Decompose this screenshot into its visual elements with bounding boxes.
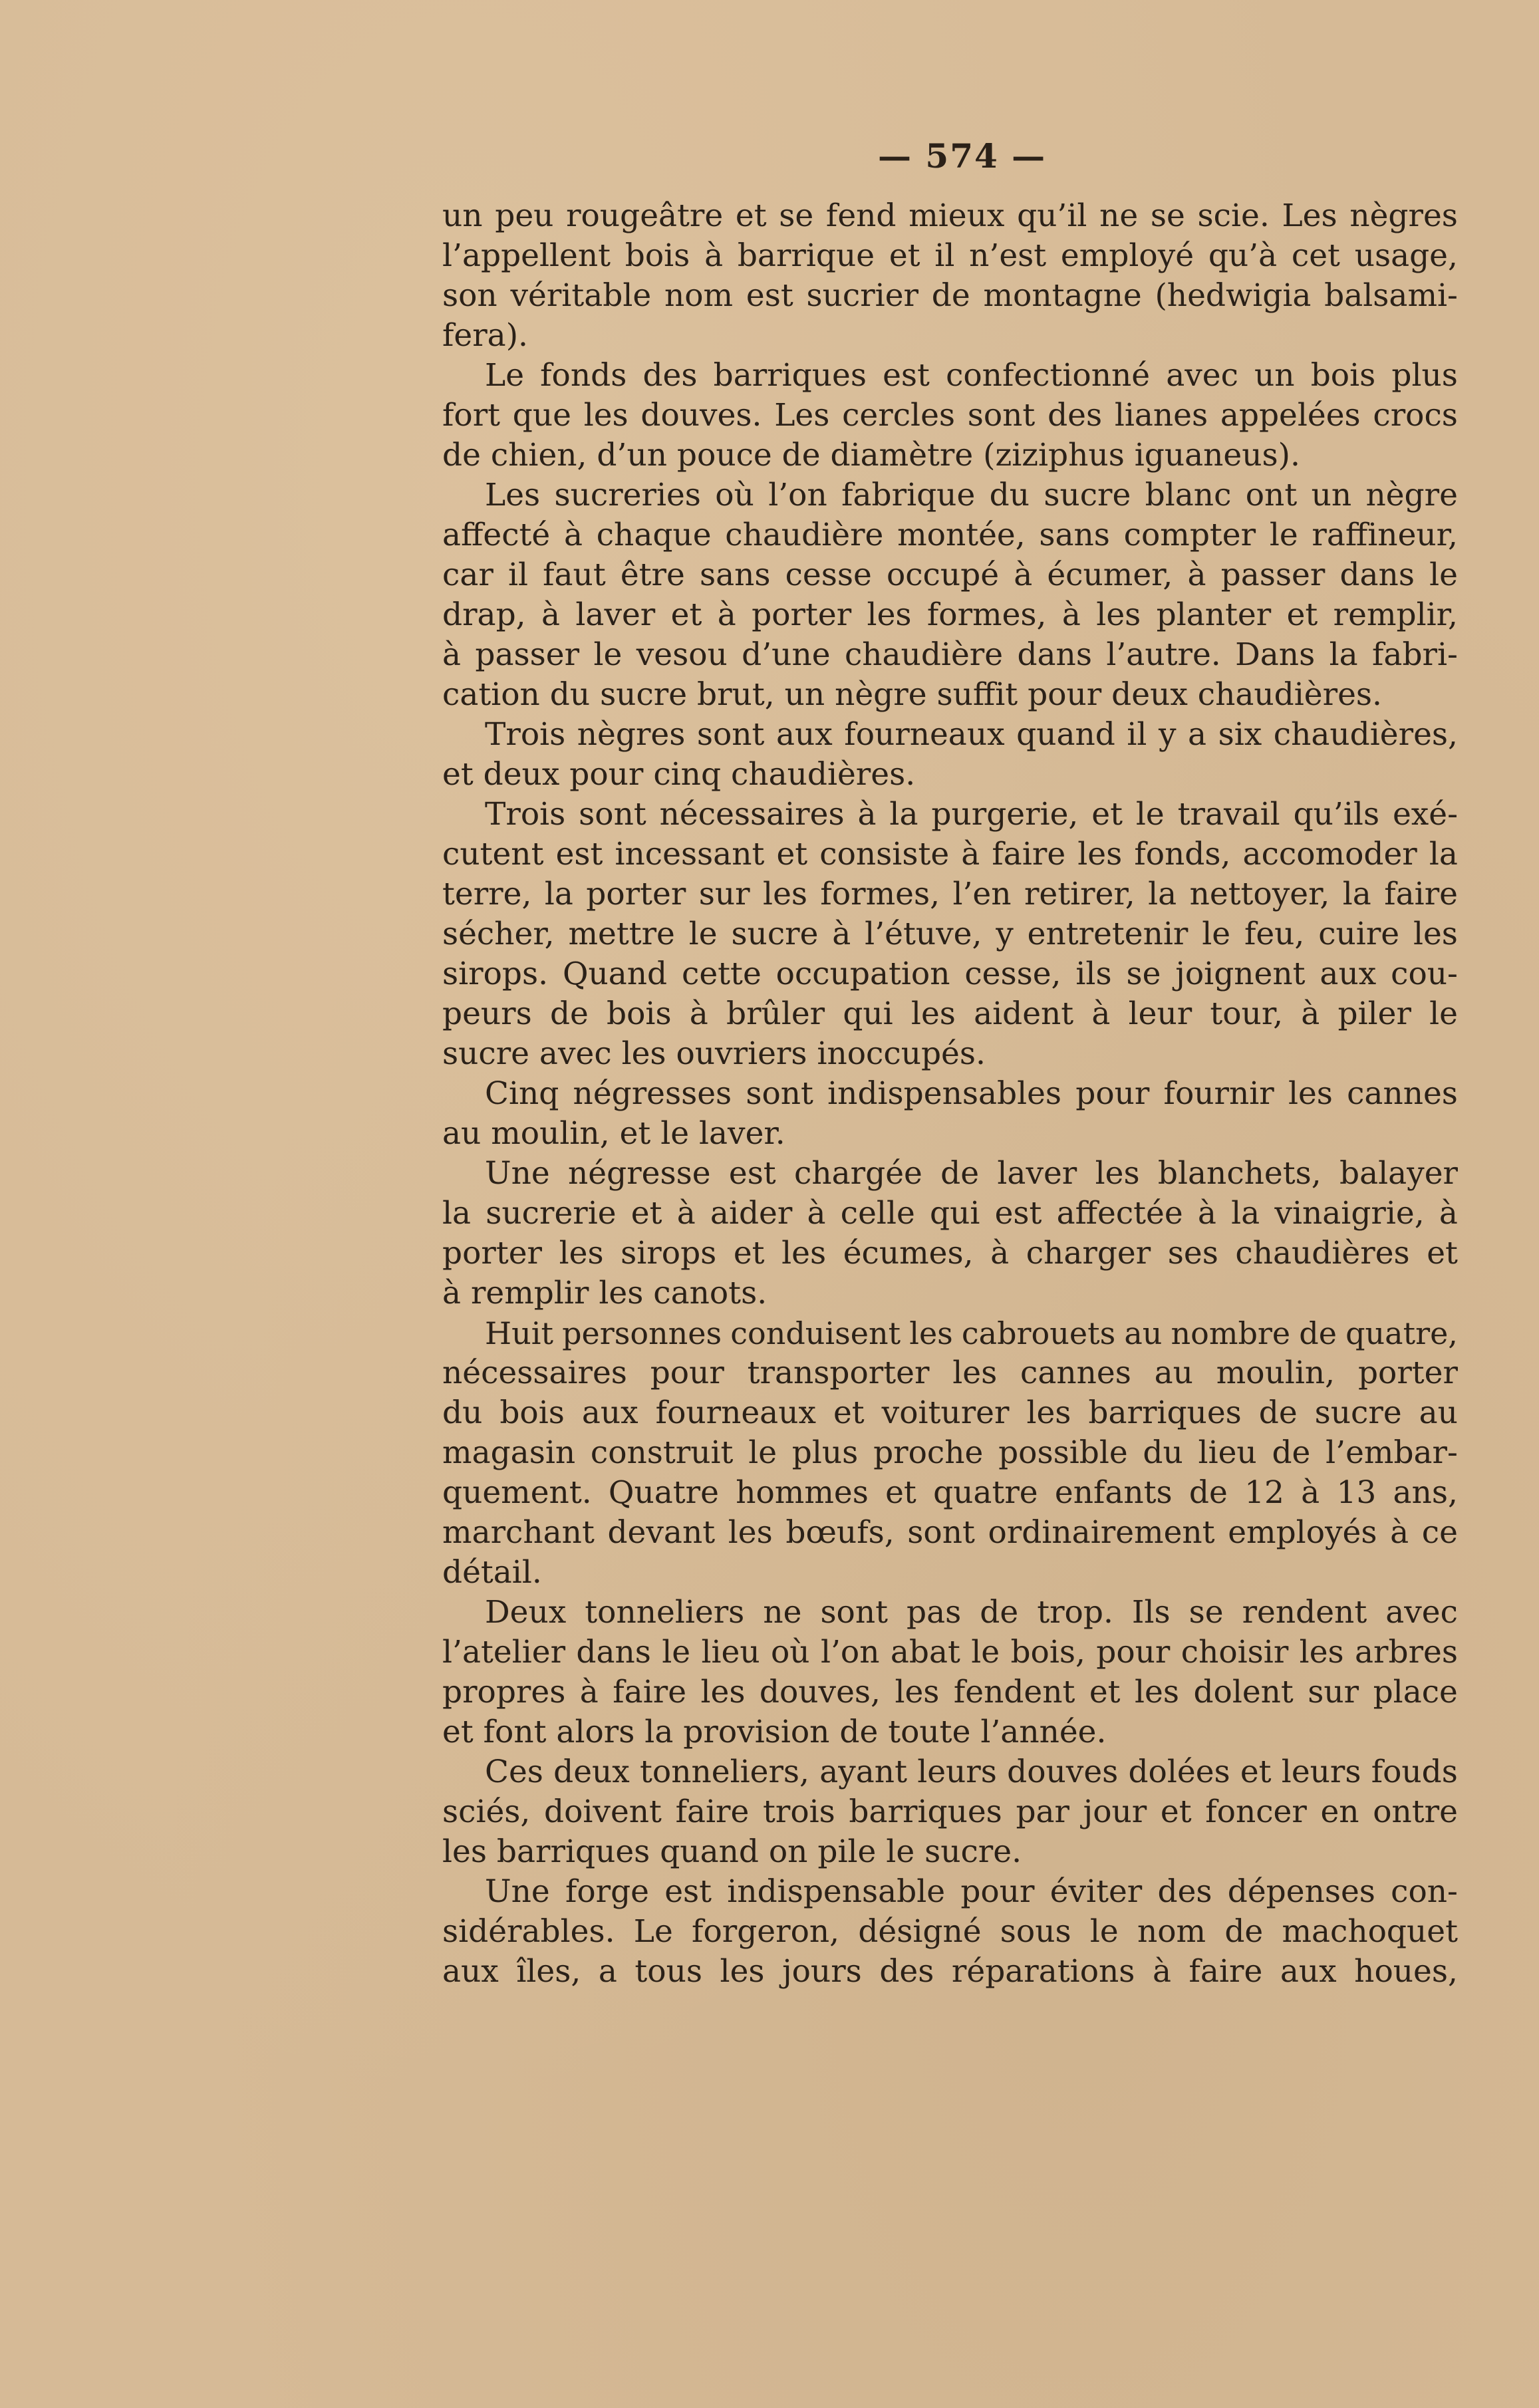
body-text <box>442 196 1458 1992</box>
text-line: Huit personnes conduisent les cabrouets au nombre de quatre, <box>485 1315 1458 1351</box>
text-line: marchant devant les bœufs, sont ordinairement employés à ce <box>442 1514 1458 1551</box>
text-line: car il faut être sans cesse occupé à écumer, à passer dans le <box>442 557 1458 593</box>
page-number: — 574 — <box>878 136 1047 176</box>
text-line: son véritable nom est sucrier de montagne (hedwigia balsami- <box>442 277 1458 314</box>
text-line: détail. <box>442 1554 542 1591</box>
text-line: Trois nègres sont aux fourneaux quand il y a six chaudières, <box>485 716 1458 753</box>
text-line: Le fonds des barriques est confectionné avec un bois plus <box>485 357 1458 394</box>
text-line: cutent est incessant et consiste à faire les fonds, accomoder la <box>442 836 1458 872</box>
text-line: au moulin, et le laver. <box>442 1115 785 1152</box>
text-line: sidérables. Le forgeron, désigné sous le nom de machoquet <box>442 1913 1458 1950</box>
text-line: Cinq négresses sont indispensables pour fournir les cannes <box>485 1075 1458 1112</box>
text-line: sucre avec les ouvriers inoccupés. <box>442 1035 986 1072</box>
text-line: de chien, d’un pouce de diamètre (ziziphus iguaneus). <box>442 437 1300 473</box>
text-line: sécher, mettre le sucre à l’étuve, y entretenir le feu, cuire les <box>442 916 1458 952</box>
text-line: sciés, doivent faire trois barriques par jour et foncer en ontre <box>442 1794 1458 1830</box>
text-line: fort que les douves. Les cercles sont des lianes appelées crocs <box>442 397 1458 434</box>
text-line: du bois aux fourneaux et voiturer les barriques de sucre au <box>442 1395 1458 1431</box>
text-line: terre, la porter sur les formes, l’en retirer, la nettoyer, la faire <box>442 876 1458 912</box>
text-line: Trois sont nécessaires à la purgerie, et le travail qu’ils exé- <box>485 796 1458 833</box>
text-line: magasin construit le plus proche possible du lieu de l’embar- <box>442 1434 1458 1471</box>
text-line: l’appellent bois à barrique et il n’est employé qu’à cet usage, <box>442 237 1458 274</box>
text-line: aux îles, a tous les jours des réparations à faire aux houes, <box>442 1953 1458 1990</box>
text-line: peurs de bois à brûler qui les aident à leur tour, à piler le <box>442 996 1458 1032</box>
text-line: porter les sirops et les écumes, à charger ses chaudières et <box>442 1235 1458 1271</box>
text-line: Ces deux tonneliers, ayant leurs douves dolées et leurs fouds <box>485 1754 1458 1790</box>
text-line: Une négresse est chargée de laver les blanchets, balayer <box>485 1155 1458 1192</box>
text-line: propres à faire les douves, les fendent et les dolent sur place <box>442 1674 1458 1710</box>
text-line: quement. Quatre hommes et quatre enfants de 12 à 13 ans, <box>442 1474 1458 1511</box>
text-line: à passer le vesou d’une chaudière dans l’autre. Dans la fabri- <box>442 636 1458 673</box>
text-line: nécessaires pour transporter les cannes au moulin, porter <box>442 1355 1458 1391</box>
text-line: sirops. Quand cette occupation cesse, ils se joignent aux cou- <box>442 956 1458 992</box>
text-line: drap, à laver et à porter les formes, à les planter et remplir, <box>442 597 1458 633</box>
text-line: Les sucreries où l’on fabrique du sucre blanc ont un nègre <box>485 477 1458 513</box>
text-line: la sucrerie et à aider à celle qui est affectée à la vinaigrie, à <box>442 1195 1458 1232</box>
text-line: et deux pour cinq chaudières. <box>442 756 916 793</box>
text-line: Deux tonneliers ne sont pas de trop. Ils se rendent avec <box>485 1594 1458 1631</box>
text-line: un peu rougeâtre et se fend mieux qu’il ne se scie. Les nègres <box>442 198 1458 234</box>
text-line: à remplir les canots. <box>442 1275 768 1311</box>
text-line: cation du sucre brut, un nègre suffit pour deux chaudières. <box>442 676 1382 713</box>
text-line: Une forge est indispensable pour éviter des dépenses con- <box>485 1873 1458 1910</box>
text-line: les barriques quand on pile le sucre. <box>442 1833 1022 1870</box>
text-line: l’atelier dans le lieu où l’on abat le bois, pour choisir les arbres <box>442 1634 1458 1671</box>
text-line: et font alors la provision de toute l’année. <box>442 1714 1107 1750</box>
text-line: affecté à chaque chaudière montée, sans compter le raffineur, <box>442 517 1458 553</box>
text-line: fera). <box>442 317 528 354</box>
